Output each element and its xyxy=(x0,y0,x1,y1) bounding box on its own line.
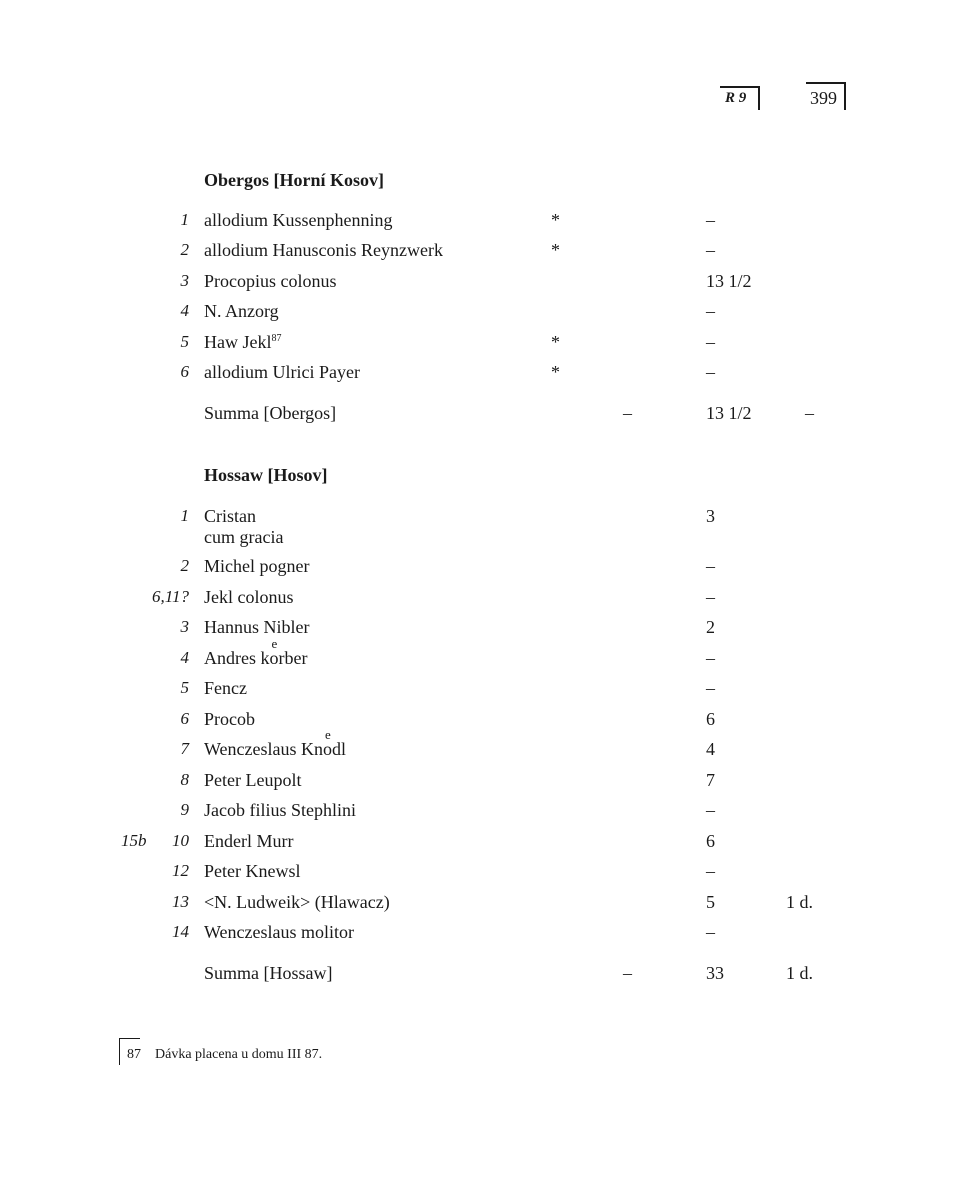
row-value: – xyxy=(706,648,715,668)
row-name-text: Haw Jekl xyxy=(204,332,272,352)
summa-label: Summa [Obergos] xyxy=(204,403,337,423)
row-value: 2 xyxy=(706,617,715,637)
row-value: – xyxy=(706,210,715,230)
summa-col2: 33 xyxy=(706,963,724,983)
row-value: 13 1/2 xyxy=(706,271,752,291)
row-name: Hannus Nibler xyxy=(204,617,310,637)
row-value: 5 xyxy=(706,892,715,912)
row-number: 4 xyxy=(180,301,189,320)
table-row xyxy=(0,362,960,386)
table-row xyxy=(0,506,960,552)
row-name: Procob xyxy=(204,709,255,729)
row-number: 5 xyxy=(180,678,189,697)
letter-with-superscript-e xyxy=(269,636,279,669)
row-name-part: dl xyxy=(332,739,347,759)
running-head-page xyxy=(806,82,846,110)
row-name xyxy=(204,727,347,760)
row-name xyxy=(204,332,281,353)
row-number: 3 xyxy=(180,617,189,636)
row-name xyxy=(204,636,308,669)
table-row xyxy=(0,271,960,295)
row-star: * xyxy=(551,332,560,352)
row-number: 12 xyxy=(172,861,189,880)
row-number: 6 xyxy=(180,362,189,381)
table-row xyxy=(0,587,960,611)
row-value: – xyxy=(706,678,715,698)
table-row xyxy=(0,556,960,580)
superscript-letter: e xyxy=(271,636,278,651)
row-value: 7 xyxy=(706,770,715,790)
row-name: Fencz xyxy=(204,678,247,698)
page-number: 399 xyxy=(810,88,837,108)
table-row xyxy=(0,678,960,702)
row-number: 6 xyxy=(180,709,189,728)
table-row xyxy=(0,922,960,946)
letter-with-superscript-e xyxy=(323,727,333,760)
row-number: 9 xyxy=(180,800,189,819)
row-value: – xyxy=(706,362,715,382)
row-value: 6 xyxy=(706,831,715,851)
section-code: R 9 xyxy=(725,90,747,106)
row-name: Peter Leupolt xyxy=(204,770,302,790)
row-number: 5 xyxy=(180,332,189,351)
row-name: N. Anzorg xyxy=(204,301,279,321)
row-value: – xyxy=(706,587,715,607)
row-name: <N. Ludweik> (Hlawacz) xyxy=(204,892,390,912)
summa-col2: 13 1/2 xyxy=(706,403,752,423)
row-name: Jekl colonus xyxy=(204,587,294,607)
footnote xyxy=(127,1047,322,1063)
row-number: 4 xyxy=(180,648,189,667)
summa-col3: 1 d. xyxy=(786,963,813,983)
row-name: allodium Kussenphenning xyxy=(204,210,393,230)
row-value-denarii: 1 d. xyxy=(786,892,813,912)
base-letter: o xyxy=(323,739,333,759)
table-row xyxy=(0,709,960,733)
row-value: 3 xyxy=(706,506,715,526)
row-value: – xyxy=(706,861,715,881)
row-value: – xyxy=(706,922,715,942)
row-number: 14 xyxy=(172,922,189,941)
row-name: Peter Knewsl xyxy=(204,861,301,881)
table-row xyxy=(0,332,960,356)
row-name: Procopius colonus xyxy=(204,271,337,291)
row-star: * xyxy=(551,240,560,260)
summa-col3: – xyxy=(805,403,814,423)
row-value: 6 xyxy=(706,709,715,729)
row-star: * xyxy=(551,362,560,382)
table-row xyxy=(0,800,960,824)
summa-col1: – xyxy=(623,963,632,983)
row-number: 13 xyxy=(172,892,189,911)
summa-row-hossaw xyxy=(0,963,960,987)
row-name: Michel pogner xyxy=(204,556,310,576)
table-row xyxy=(0,892,960,916)
row-name: allodium Hanusconis Reynzwerk xyxy=(204,240,443,260)
row-value: – xyxy=(706,800,715,820)
summa-label: Summa [Hossaw] xyxy=(204,963,333,983)
table-row xyxy=(0,861,960,885)
row-number: 10 xyxy=(172,831,189,850)
table-row xyxy=(0,831,960,855)
base-letter: o xyxy=(269,648,279,668)
row-name: Jacob filius Stephlini xyxy=(204,800,356,820)
superscript-letter: e xyxy=(325,727,331,742)
row-name: Cristan xyxy=(204,506,256,526)
table-row xyxy=(0,727,960,763)
row-number: 2 xyxy=(180,556,189,575)
footnote-reference[interactable]: 87 xyxy=(271,333,282,344)
row-name-part: Andres k xyxy=(204,648,270,668)
row-value: – xyxy=(706,556,715,576)
row-value: – xyxy=(706,332,715,352)
row-value: – xyxy=(706,301,715,321)
folio-margin-note: 15b xyxy=(121,831,147,850)
table-row xyxy=(0,636,960,672)
footnote-number: 87 xyxy=(127,1047,141,1062)
summa-row-obergos xyxy=(0,403,960,427)
table-row xyxy=(0,210,960,234)
row-number: 2 xyxy=(180,240,189,259)
running-head-section xyxy=(720,86,760,110)
row-value: – xyxy=(706,240,715,260)
row-name-part: rber xyxy=(278,648,308,668)
table-row xyxy=(0,617,960,641)
row-number: 8 xyxy=(180,770,189,789)
table-row xyxy=(0,240,960,264)
row-name: Enderl Murr xyxy=(204,831,294,851)
row-number: 7 xyxy=(180,739,189,758)
table-row xyxy=(0,770,960,794)
footnote-text: Dávka placena u domu III 87. xyxy=(155,1047,323,1062)
row-number: 6,11? xyxy=(152,587,189,606)
row-number: 1 xyxy=(180,210,189,229)
row-number: 1 xyxy=(180,506,189,525)
summa-col1: – xyxy=(623,403,632,423)
row-name: allodium Ulrici Payer xyxy=(204,362,360,382)
table-row xyxy=(0,301,960,325)
row-name-part: Wenczeslaus Kn xyxy=(204,739,324,759)
section-title-hossaw: Hossaw [Hosov] xyxy=(204,465,328,485)
row-name-continued: cum gracia xyxy=(204,527,284,547)
row-value: 4 xyxy=(706,739,715,759)
section-title-obergos: Obergos [Horní Kosov] xyxy=(204,170,384,190)
row-star: * xyxy=(551,210,560,230)
row-name: Wenczeslaus molitor xyxy=(204,922,355,942)
row-number: 3 xyxy=(180,271,189,290)
